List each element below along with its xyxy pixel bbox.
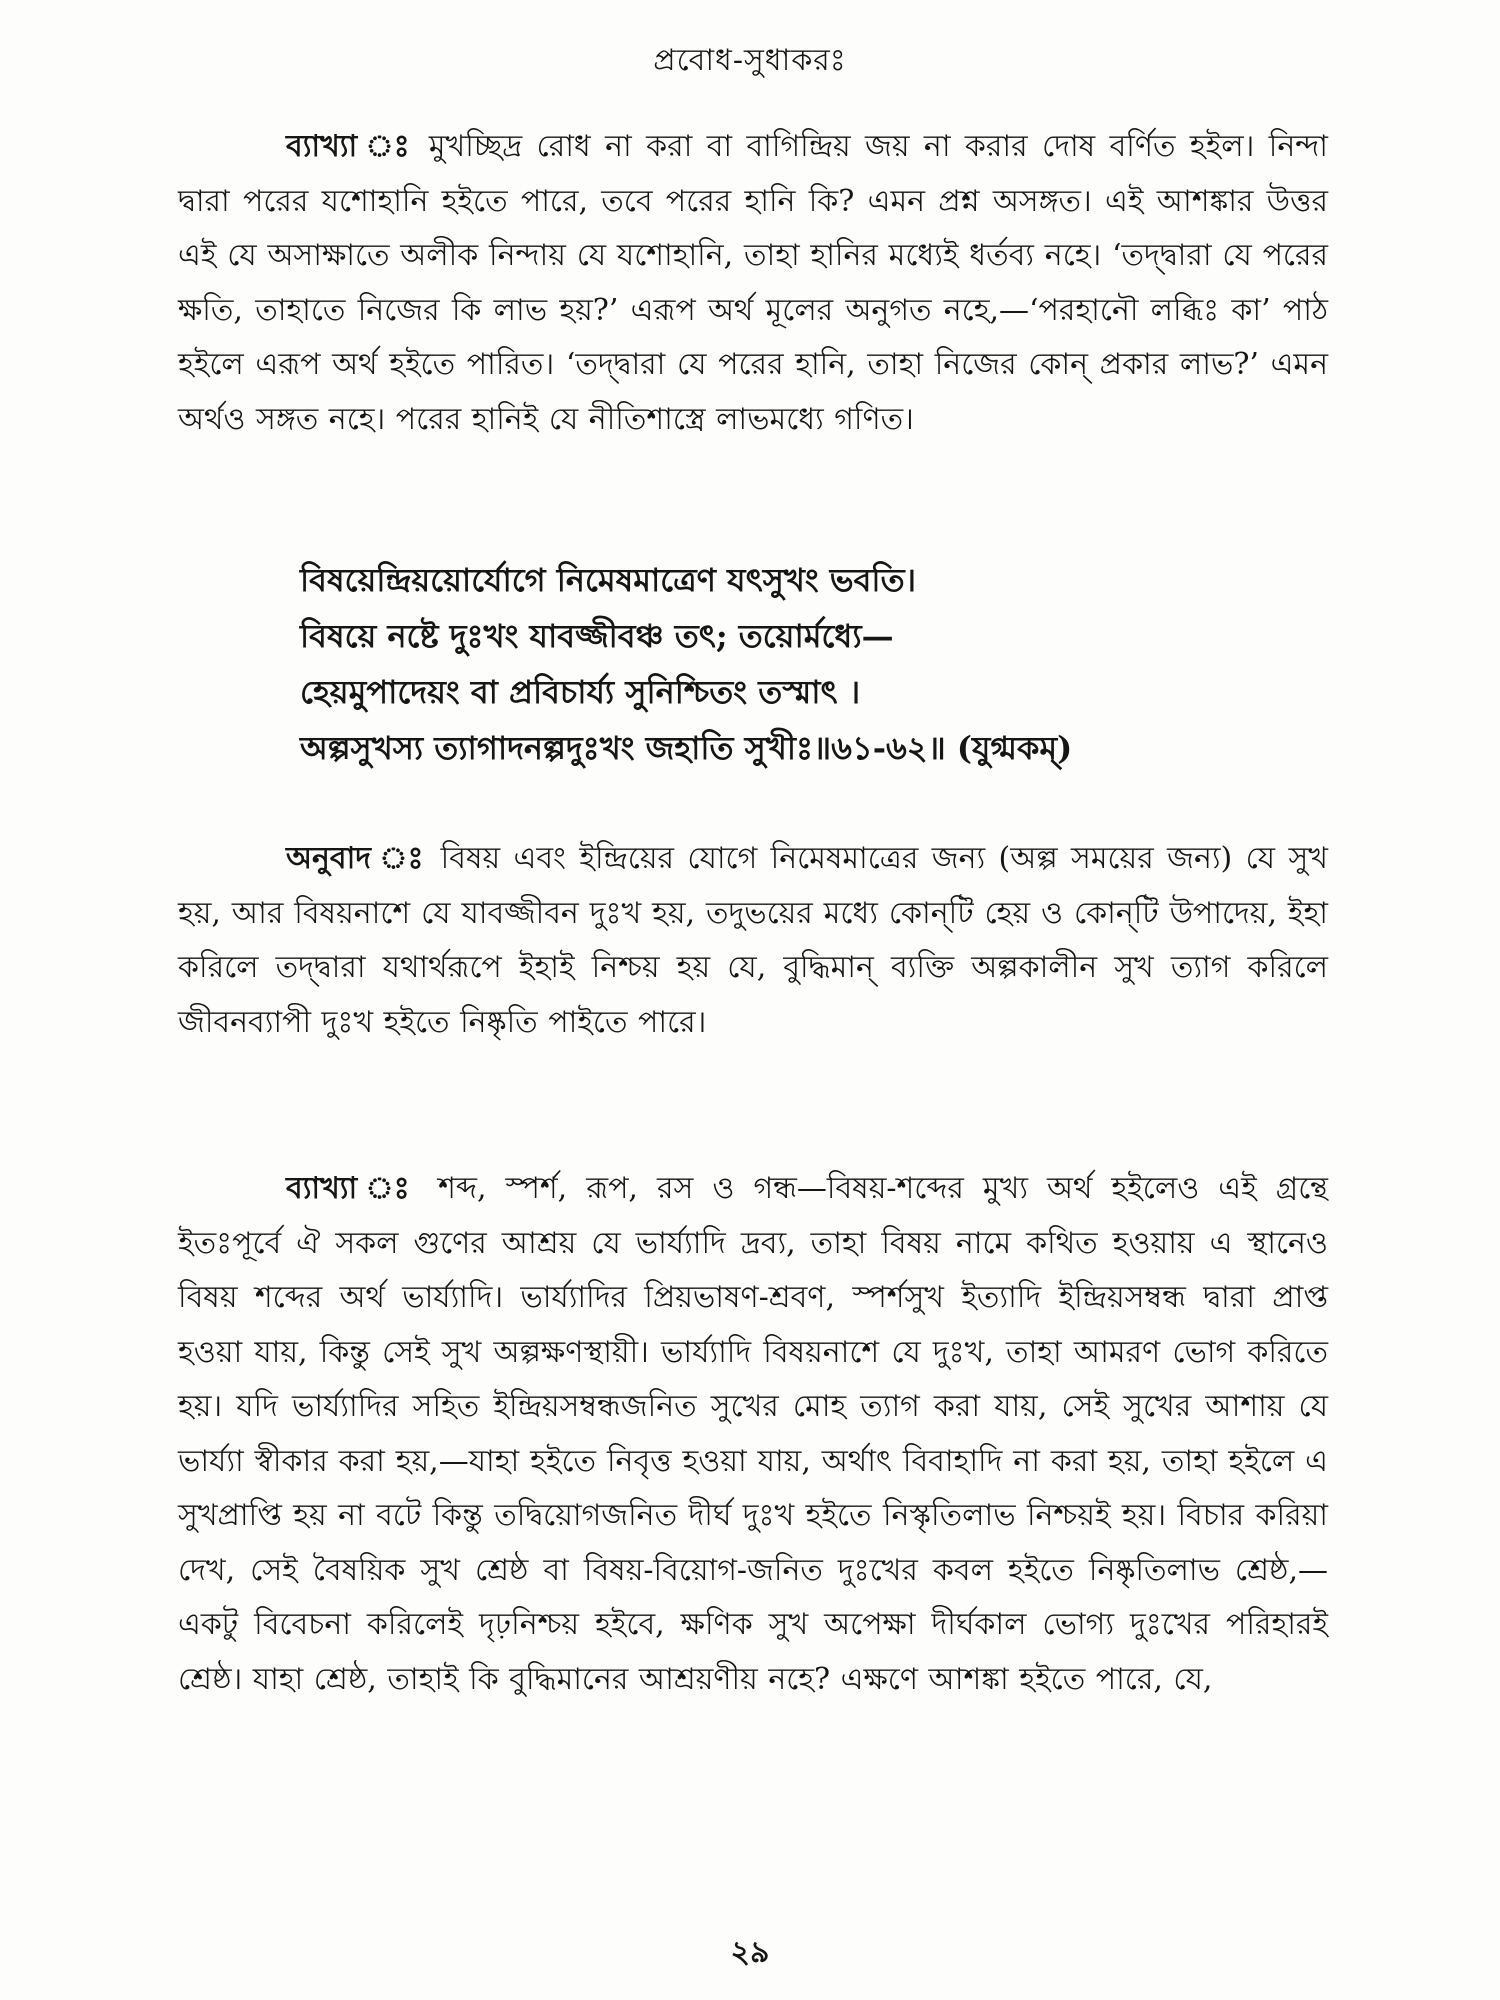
translation-paragraph [178, 832, 1328, 1050]
verse-line: হেয়মুপাদেয়ং বা প্রবিচার্য্য সুনিশ্চিতং তস্মাৎ । [300, 673, 861, 711]
page-number: ২৯ [730, 1935, 770, 1970]
paragraph-text: শব্দ, স্পর্শ, রূপ, রস ও গন্ধ—বিষয়-শব্দের মুখ্য অর্থ হইলেও এই গ্রন্থে ইতঃপূর্বে ঐ সকল গুণের আশ্রয় যে ভার্য্যাদি দ্রব্য, তাহা বিষয় নামে কথিত হওয়ায় এ স্থানেও বিষয় শব্দের অর্থ ভার্য্যাদি। ভার্য্যাদির প্রিয়ভাষণ-শ্রবণ, স্পর্শসুখ ইত্যাদি ইন্দ্রিয়সম্বন্ধ দ্বারা প্রাপ্ত হওয়া যায়, কিন্তু সেই সুখ অল্পক্ষণস্থায়ী। ভার্য্যাদি বিষয়নাশে যে দুঃখ, তাহা আমরণ ভোগ করিতে হয়। যদি ভার্য্যাদির সহিত ইন্দ্রিয়সম্বন্ধজনিত সুখের মোহ ত্যাগ করা যায়, সেই সুখের আশায় যে ভার্য্যা স্বীকার করা হয়,—যাহা হইতে নিবৃত্ত হওয়া যায়, অর্থাৎ বিবাহাদি না করা হয়, তাহা হইলে এ সুখপ্রাপ্তি হয় না বটে কিন্তু তদ্বিয়োগজনিত দীর্ঘ দুঃখ হইতে নিস্কৃতিলাভ নিশ্চয়ই হয়। বিচার করিয়া দেখ, সেই বৈষয়িক সুখ শ্রেষ্ঠ বা বিষয়-বিয়োগ-জনিত দুঃখের কবল হইতে নিষ্কৃতিলাভ শ্রেষ্ঠ,—একটু বিবেচনা করিলেই দৃঢ়নিশ্চয় হইবে, ক্ষণিক সুখ অপেক্ষা দীর্ঘকাল ভোগ্য দুঃখের পরিহারই শ্রেষ্ঠ। যাহা শ্রেষ্ঠ, তাহাই কি বুদ্ধিমানের আশ্রয়ণীয় নহে? এক্ষণে আশঙ্কা হইতে পারে, যে, [178, 1171, 1328, 1697]
verse-line: অল্পসুখস্য ত্যাগাদনল্পদুঃখং জহাতি সুখীঃ॥৬১-৬২॥ (যুগ্মকম্) [300, 729, 1073, 767]
verse-line: বিষয়েন্দ্রিয়য়োর্যোগে নিমেষমাত্রেণ যৎসুখং ভবতি। [300, 561, 917, 599]
paragraph-text: মুখচ্ছিদ্র রোধ না করা বা বাগিন্দ্রিয় জয় না করার দোষ বর্ণিত হইল। নিন্দা দ্বারা পরের যশোহানি হইতে পারে, তবে পরের হানি কি? এমন প্রশ্ন অসঙ্গত। এই আশঙ্কার উত্তর এই যে অসাক্ষাতে অলীক নিন্দায় যে যশোহানি, তাহা হানির মধ্যেই ধর্তব্য নহে। ‘তদ্দ্বারা যে পরের ক্ষতি, তাহাতে নিজের কি লাভ হয়?’ এরূপ অর্থ মূলের অনুগত নহে,—‘পরহানৌ লব্ধিঃ কা’ পাঠ হইলে এরূপ অর্থ হইতে পারিত। ‘তদ্দ্বারা যে পরের হানি, তাহা নিজের কোন্ প্রকার লাভ?’ এমন অর্থও সঙ্গত নহে। পরের হানিই যে নীতিশাস্ত্রে লাভমধ্যে গণিত। [178, 129, 1329, 437]
paragraph-label: অনুবাদ ঃ [286, 841, 428, 876]
paragraph-text: বিষয় এবং ইন্দ্রিয়ের যোগে নিমেষমাত্রের জন্য (অল্প সময়ের জন্য) যে সুখ হয়, আর বিষয়নাশে যে যাবজ্জীবন দুঃখ হয়, তদুভয়ের মধ্যে কোন্‌টি হেয় ও কোন্‌টি উপাদেয়, ইহা করিলে তদ্দ্বারা যথার্থরূপে ইহাই নিশ্চয় হয় যে, বুদ্ধিমান্ ব্যক্তি অল্পকালীন সুখ ত্যাগ করিলে জীবনব্যাপী দুঃখ হইতে নিষ্কৃতি পাইতে পারে। [178, 841, 1328, 1040]
sanskrit-verse [300, 552, 1330, 776]
commentary-paragraph [178, 120, 1328, 447]
paragraph-label: ব্যাখ্যা ঃ [286, 129, 415, 164]
commentary-paragraph [178, 1162, 1328, 1707]
running-title: প্রবোধ-সুধাকরঃ [653, 43, 847, 78]
paragraph-label: ব্যাখ্যা ঃ [286, 1171, 420, 1206]
verse-line: বিষয়ে নষ্টে দুঃখং যাবজ্জীবঞ্চ তৎ; তয়োর্মধ্যে— [300, 617, 894, 655]
